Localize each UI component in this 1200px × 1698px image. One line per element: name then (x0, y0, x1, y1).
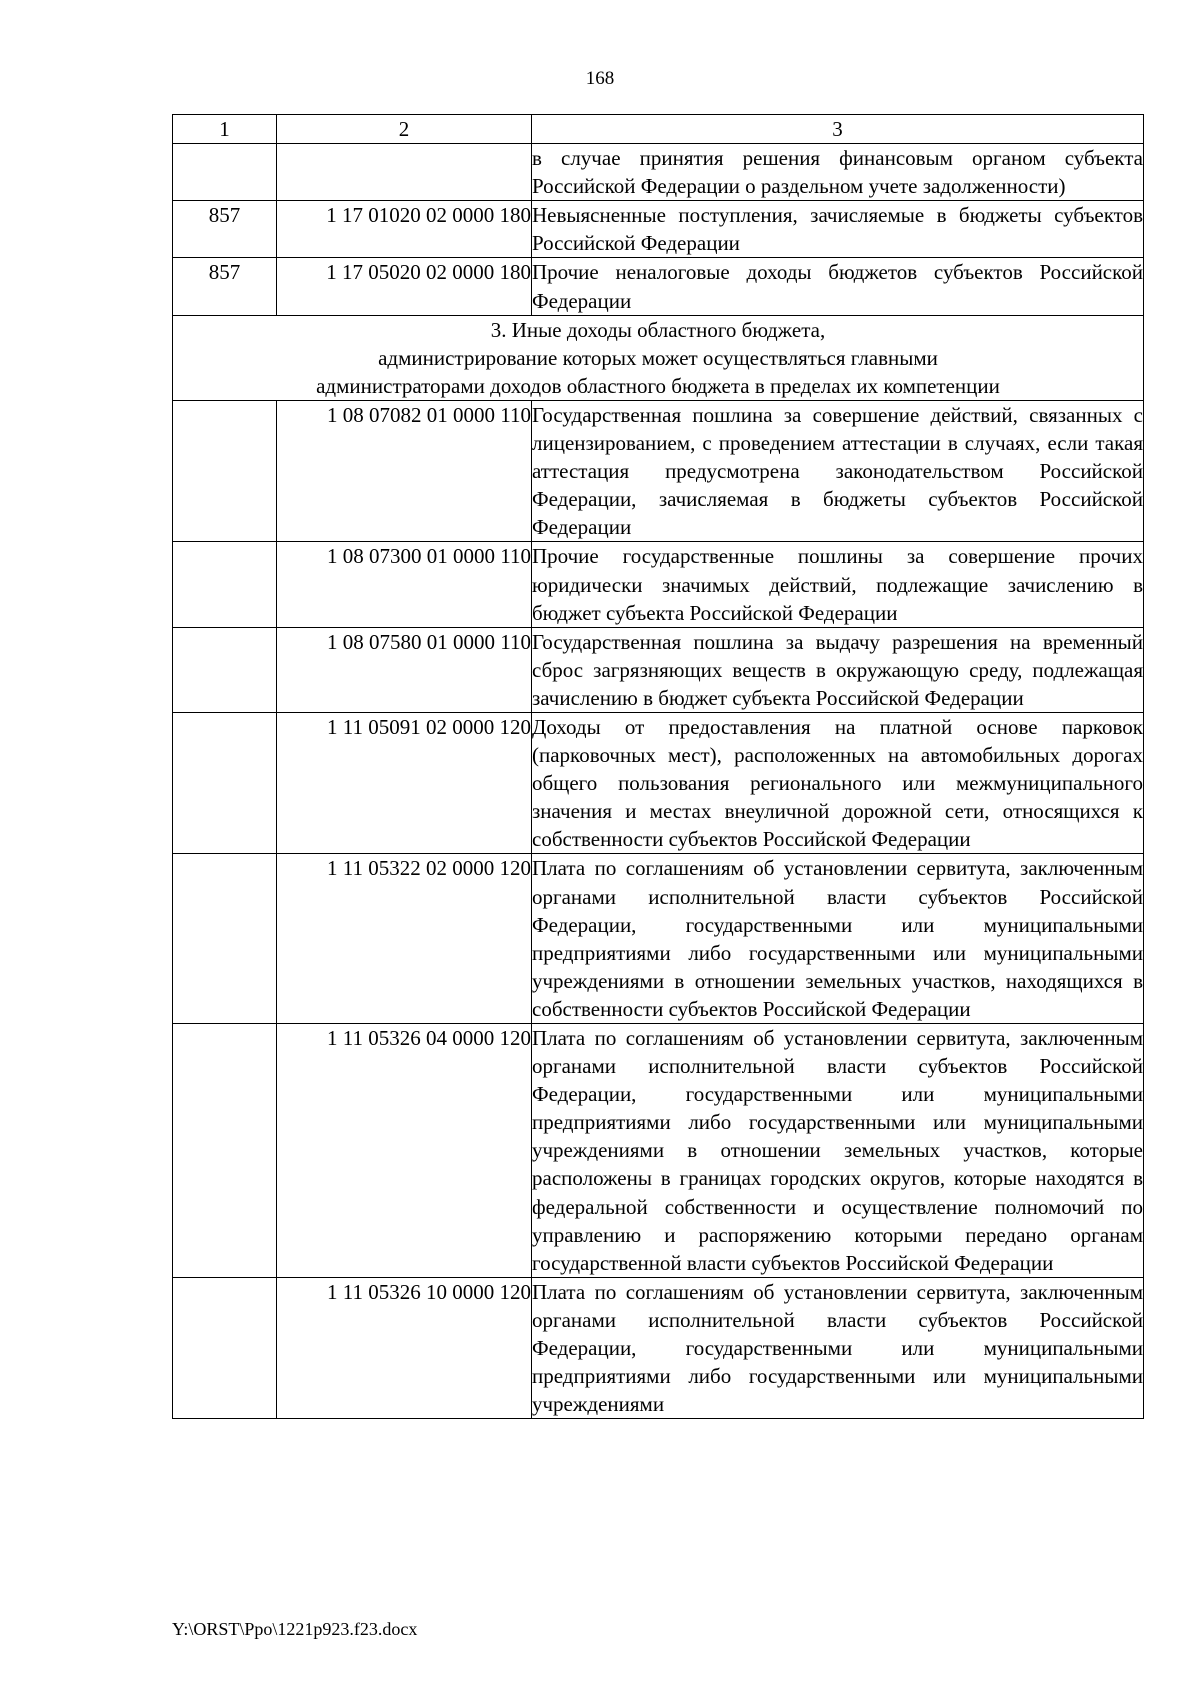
admin-code-cell (173, 144, 277, 201)
admin-code-cell (173, 854, 277, 1024)
admin-code-cell (173, 712, 277, 853)
column-header-1: 1 (173, 115, 277, 144)
revenue-code-cell: 1 17 01020 02 0000 180 (277, 201, 532, 258)
admin-code-cell: 857 (173, 201, 277, 258)
table-row (173, 1277, 1144, 1418)
admin-code-cell: 857 (173, 258, 277, 315)
revenue-code-cell: 1 11 05091 02 0000 120 (277, 712, 532, 853)
table-row (173, 400, 1144, 541)
description-cell: Невыясненные поступления, зачисляемые в бюджеты субъектов Российской Федерации (532, 201, 1144, 258)
section-heading-row (173, 315, 1144, 400)
revenue-code-cell: 1 08 07580 01 0000 110 (277, 627, 532, 712)
table-row (173, 712, 1144, 853)
table-row (173, 144, 1144, 201)
table-row (173, 201, 1144, 258)
revenue-code-cell: 1 11 05326 10 0000 120 (277, 1277, 532, 1418)
description-cell: Плата по соглашениям об установлении сервитута, заключенным органами исполнительной власти субъектов Российской Федерации, государственными или муниципальными предприятиями либо государственными или муниципальными учреждениями (532, 1277, 1144, 1418)
admin-code-cell (173, 1024, 277, 1278)
description-cell: Плата по соглашениям об установлении сервитута, заключенным органами исполнительной власти субъектов Российской Федерации, государственными или муниципальными предприятиями либо государственными или муниципальными учреждениями в отношении земельных участков, находящихся в собственности субъектов Российской Федерации (532, 854, 1144, 1024)
description-cell: Плата по соглашениям об установлении сервитута, заключенным органами исполнительной власти субъектов Российской Федерации, государственными или муниципальными предприятиями либо государственными или муниципальными учреждениями в отношении земельных участков, которые расположены в границах городских округов, которые находятся в федеральной собственности и осуществление полномочий по управлению и распоряжению которыми передано органам государственной власти субъектов Российской Федерации (532, 1024, 1144, 1278)
table-row (173, 627, 1144, 712)
revenue-code-cell: 1 08 07082 01 0000 110 (277, 400, 532, 541)
table-row (173, 1024, 1144, 1278)
revenue-table (172, 114, 1144, 1419)
table-row (173, 258, 1144, 315)
section-heading-line: 3. Иные доходы областного бюджета, (490, 317, 826, 342)
description-cell: Прочие неналоговые доходы бюджетов субъектов Российской Федерации (532, 258, 1144, 315)
table-header-row (173, 115, 1144, 144)
admin-code-cell (173, 400, 277, 541)
section-heading (173, 315, 1144, 400)
table-row (173, 854, 1144, 1024)
description-cell: Государственная пошлина за совершение действий, связанных с лицензированием, с проведением аттестации в случаях, если такая аттестация предусмотрена законодательством Российской Федерации, зачисляемая в бюджеты субъектов Российской Федерации (532, 400, 1144, 541)
file-path-footer: Y:\ORST\Ppo\1221p923.f23.docx (172, 1619, 418, 1639)
description-cell: Прочие государственные пошлины за совершение прочих юридически значимых действий, подлежащие зачислению в бюджет субъекта Российской Федерации (532, 542, 1144, 627)
revenue-code-cell: 1 17 05020 02 0000 180 (277, 258, 532, 315)
revenue-code-cell: 1 11 05322 02 0000 120 (277, 854, 532, 1024)
revenue-code-cell: 1 08 07300 01 0000 110 (277, 542, 532, 627)
admin-code-cell (173, 542, 277, 627)
description-cell: Доходы от предоставления на платной основе парковок (парковочных мест), расположенных на автомобильных дорогах общего пользования регионального или межмуниципального значения и местах внеуличной дорожной сети, относящихся к собственности субъектов Российской Федерации (532, 712, 1144, 853)
admin-code-cell (173, 627, 277, 712)
description-cell: Государственная пошлина за выдачу разрешения на временный сброс загрязняющих веществ в окружающую среду, подлежащая зачислению в бюджет субъекта Российской Федерации (532, 627, 1144, 712)
section-heading-line: администрирование которых может осуществляться главными (378, 345, 938, 370)
admin-code-cell (173, 1277, 277, 1418)
revenue-code-cell (277, 144, 532, 201)
column-header-3: 3 (532, 115, 1144, 144)
revenue-code-cell: 1 11 05326 04 0000 120 (277, 1024, 532, 1278)
column-header-2: 2 (277, 115, 532, 144)
page-number: 168 (585, 68, 615, 89)
section-heading-line: администраторами доходов областного бюджета в пределах их компетенции (316, 373, 1000, 398)
description-cell: в случае принятия решения финансовым органом субъекта Российской Федерации о раздельном учете задолженности) (532, 144, 1144, 201)
table-row (173, 542, 1144, 627)
